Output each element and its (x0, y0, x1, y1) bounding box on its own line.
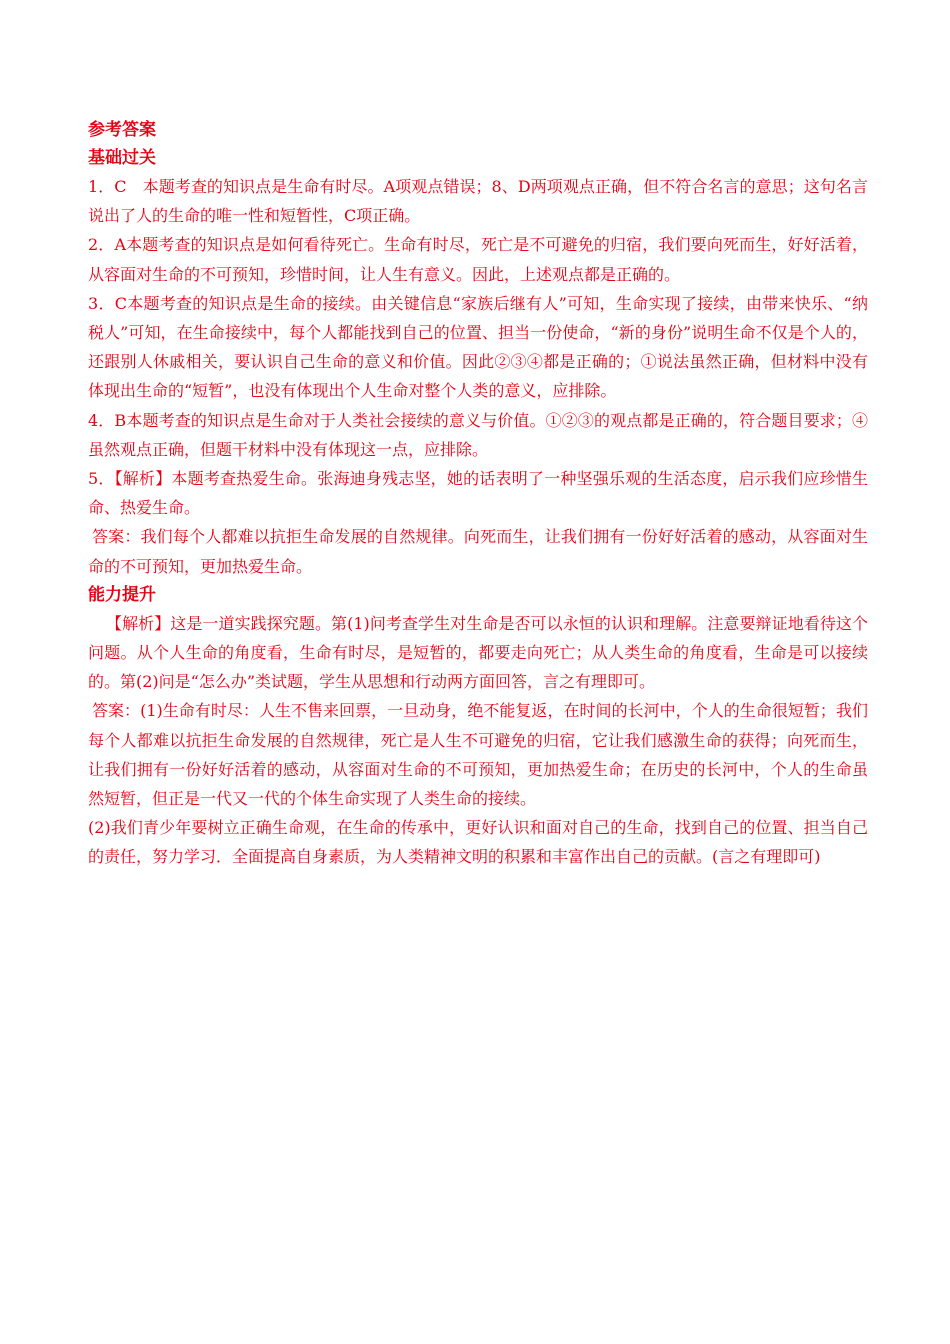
answer-item-3: 3．C本题考查的知识点是生命的接续。由关键信息“家族后继有人”可知，生命实现了接续，由带来快乐、“纳税人”可知，在生命接续中，每个人都能找到自己的位置、担当一份使命，“新的身份”说明生命不仅是个人的，还跟别人休戚相关，要认识自己生命的意义和价值。因此②③④都是正确的；①说法虽然正确，但材料中没有体现出生命的“短暂”，也没有体现出个人生命对整个人类的意义，应排除。 (88, 293, 868, 401)
answer-item-4: 4．B本题考查的知识点是生命对于人类社会接续的意义与价值。①②③的观点都是正确的，符合题目要求；④虽然观点正确，但题干材料中没有体现这一点，应排除。 (88, 410, 868, 459)
advanced-analysis: 【解析】这是一道实践探究题。第(1)问考查学生对生命是否可以永恒的认识和理解。注意要辩证地看待这个问题。从个人生命的角度看，生命有时尽，是短暂的，都要走向死亡；从人类生命的角度看，生命是可以接续的。第(2)问是“怎么办”类试题，学生从思想和行动两方面回答，言之有理即可。 (88, 613, 868, 692)
answer-content (88, 116, 868, 872)
advanced-answer-1: 答案：(1)生命有时尽：人生不售来回票，一旦动身，绝不能复返，在时间的长河中，个人的生命很短暂；我们每个人都难以抗拒生命发展的自然规律，死亡是人生不可避免的归宿，它让我们感激生命的获得；向死而生，让我们拥有一份好好活着的感动，从容面对生命的不可预知，更加热爱生命；在历史的长河中，个人的生命虽然短暂，但正是一代又一代的个体生命实现了人类生命的接续。 (88, 701, 868, 809)
answer-item-2: 2．A本题考查的知识点是如何看待死亡。生命有时尽，死亡是不可避免的归宿，我们要向死而生，好好活着，从容面对生命的不可预知，珍惜时间，让人生有意义。因此，上述观点都是正确的。 (88, 235, 868, 284)
answer-item-5: 5．【解析】本题考查热爱生命。张海迪身残志坚，她的话表明了一种坚强乐观的生活态度，启示我们应珍惜生命、热爱生命。 (88, 469, 868, 518)
section-heading-basic: 基础过关 (88, 148, 156, 168)
answer-item-1: 1．C 本题考查的知识点是生命有时尽。A项观点错误；8、D两项观点正确，但不符合名言的意思；这句名言说出了人的生命的唯一性和短暂性，C项正确。 (88, 177, 868, 226)
section-heading-advanced: 能力提升 (88, 584, 156, 605)
answer-item-5-answer: 答案：我们每个人都难以抗拒生命发展的自然规律。向死而生，让我们拥有一份好好活着的感动，从容面对生命的不可预知，更加热爱生命。 (88, 527, 868, 576)
advanced-answer-2: (2)我们青少年要树立正确生命观，在生命的传承中，更好认识和面对自己的生命，找到自己的位置、担当自己的责任，努力学习．全面提高自身素质，为人类精神文明的积累和丰富作出自己的贡献。(言之有理即可) (88, 818, 868, 867)
document-title: 参考答案 (88, 120, 156, 140)
